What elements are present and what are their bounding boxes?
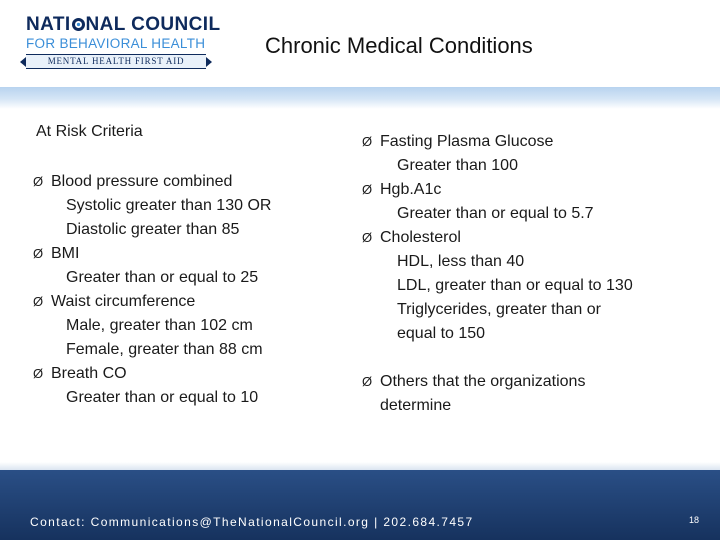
bullet-label: Breath CO xyxy=(51,365,127,382)
slide-title: Chronic Medical Conditions xyxy=(265,33,533,58)
detail-line: Greater than or equal to 5.7 xyxy=(397,205,594,222)
header-band xyxy=(0,87,720,109)
page-number: 18 xyxy=(689,515,700,525)
bullet-arrow-icon: Ø xyxy=(33,246,44,261)
detail-line: HDL, less than 40 xyxy=(397,253,525,270)
detail-line: Male, greater than 102 cm xyxy=(66,317,253,334)
bullet-hgba1c xyxy=(362,178,707,202)
detail-line: determine xyxy=(380,397,452,414)
bullet-cholesterol xyxy=(362,226,707,250)
detail-line: LDL, greater than or equal to 130 xyxy=(397,277,633,294)
spacer xyxy=(362,346,707,370)
bullet-waist xyxy=(33,290,333,314)
right-column xyxy=(362,130,707,418)
logo-o-mark-icon xyxy=(72,18,85,31)
bullet-fasting-glucose xyxy=(362,130,707,154)
bullet-label: Others that the organizations xyxy=(380,373,586,390)
bullet-others xyxy=(362,370,707,394)
bullet-arrow-icon: Ø xyxy=(362,134,373,149)
bullet-blood-pressure xyxy=(33,170,333,194)
detail-line: Triglycerides, greater than or xyxy=(397,301,601,318)
bullet-label: Fasting Plasma Glucose xyxy=(380,133,554,150)
bullet-bmi xyxy=(33,242,333,266)
at-risk-subhead: At Risk Criteria xyxy=(36,123,143,140)
bullet-label: Blood pressure combined xyxy=(51,173,233,190)
footer-bar xyxy=(0,470,720,540)
bullet-arrow-icon: Ø xyxy=(362,182,373,197)
bullet-arrow-icon: Ø xyxy=(362,230,373,245)
detail-line: equal to 150 xyxy=(397,325,486,342)
detail-line: Greater than or equal to 10 xyxy=(66,389,259,406)
footer-contact: Contact: Communications@TheNationalCouncil.org | 202.684.7457 xyxy=(30,515,474,529)
bullet-breath-co xyxy=(33,362,333,386)
bullet-arrow-icon: Ø xyxy=(33,366,44,381)
bullet-label: Cholesterol xyxy=(380,229,461,246)
bullet-arrow-icon: Ø xyxy=(33,294,44,309)
logo-wordmark: NATI NAL COUNCIL xyxy=(26,14,221,35)
detail-line: Greater than or equal to 25 xyxy=(66,269,259,286)
logo-banner: MENTAL HEALTH FIRST AID xyxy=(26,54,206,69)
national-council-logo xyxy=(26,14,221,70)
bullet-label: Waist circumference xyxy=(51,293,196,310)
left-column xyxy=(33,120,333,410)
detail-line: Female, greater than 88 cm xyxy=(66,341,263,358)
detail-line: Greater than 100 xyxy=(397,157,518,174)
bullet-label: BMI xyxy=(51,245,80,262)
detail-line: Systolic greater than 130 OR xyxy=(66,197,272,214)
logo-subtitle: FOR BEHAVIORAL HEALTH xyxy=(26,36,206,51)
bullet-label: Hgb.A1c xyxy=(380,181,442,198)
detail-line: Diastolic greater than 85 xyxy=(66,221,240,238)
bullet-arrow-icon: Ø xyxy=(33,174,44,189)
bullet-arrow-icon: Ø xyxy=(362,374,373,389)
